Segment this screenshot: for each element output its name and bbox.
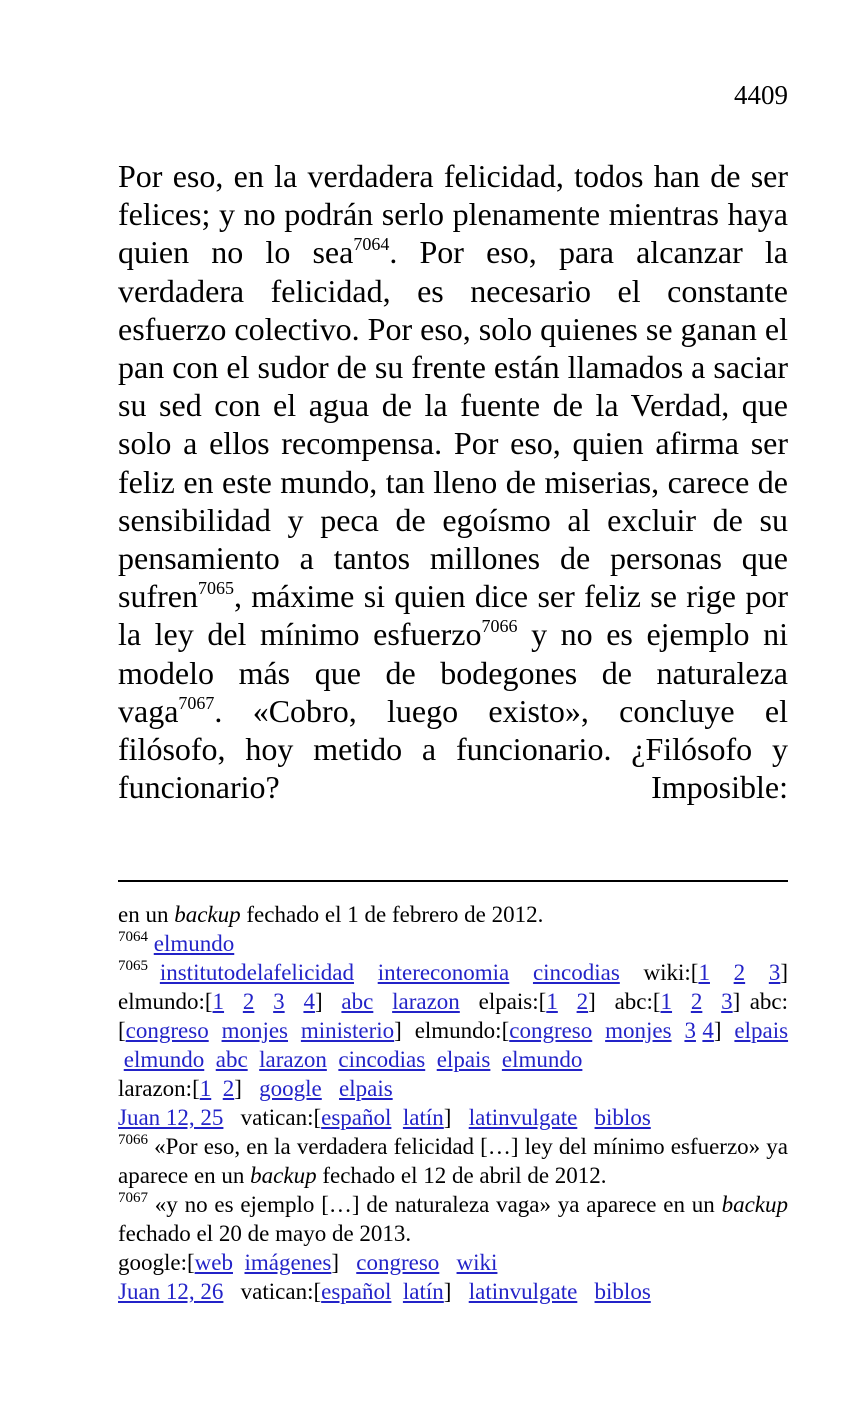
link-larazon-2[interactable]: 2	[222, 1076, 235, 1101]
link-institutodelafelicidad[interactable]: institutodelafelicidad	[159, 960, 355, 985]
footnote-7067-links	[118, 1248, 788, 1277]
footnote-text: fechado el 12 de abril de 2012.	[316, 1163, 607, 1188]
bracket: ]	[713, 1018, 722, 1043]
link-elmundo-1[interactable]: 1	[212, 989, 225, 1014]
footnote-7064	[118, 929, 788, 958]
bracket: ]	[443, 1279, 452, 1304]
link-group-label: abc:[	[614, 989, 661, 1014]
footnote-number: 7064	[118, 929, 148, 945]
body-paragraph	[118, 157, 788, 806]
link-abc-2[interactable]: 2	[690, 989, 703, 1014]
link-elmundo[interactable]: elmundo	[501, 1047, 583, 1072]
link-vatican-espanol[interactable]: español	[321, 1105, 392, 1130]
link-google[interactable]: google	[259, 1076, 322, 1101]
footnote-text: fechado el 20 de mayo de 2013.	[118, 1221, 412, 1246]
footnote-7067	[118, 1190, 788, 1248]
bracket: ]	[234, 1076, 242, 1101]
link-biblos[interactable]: biblos	[594, 1105, 651, 1130]
link-wiki-1[interactable]: 1	[698, 960, 710, 985]
link-elmundo[interactable]: elmundo	[153, 931, 235, 956]
footnote-continuation	[118, 900, 788, 929]
footnote-text: «y no es ejemplo […] de naturaleza vaga» ya aparece en un	[154, 1192, 722, 1217]
footnote-italic: backup	[250, 1163, 317, 1188]
bible-ref-line	[118, 1277, 788, 1306]
bracket: ]	[331, 1250, 340, 1275]
link-elpais[interactable]: elpais	[734, 1018, 789, 1043]
bracket: ]	[732, 989, 741, 1014]
link-elmundo-2[interactable]: 2	[242, 989, 255, 1014]
body-text: . Por eso, para alcanzar la verdadera felicidad, es necesario el constante esfuerzo colectivo. Por eso, solo quienes se ganan el pan con el sudor de su frente están llamados a saciar su sed con el agua de la fuente de la Verdad, que solo a ellos recompensa. Por eso, quien afirma ser feliz en este mundo, tan lleno de miserias, carece de sensibilidad y peca de egoísmo al excluir de su pensamiento a tantos millones de personas que sufren	[118, 234, 789, 615]
body-text: y no es ejemplo ni modelo más que de bodegones de naturaleza vaga	[118, 616, 789, 729]
bracket: ]	[394, 1018, 402, 1043]
bracket: ]	[780, 960, 788, 985]
link-elmundo-congreso[interactable]: congreso	[509, 1018, 593, 1043]
footnote-ref: 7067	[178, 692, 215, 713]
link-elpais-2[interactable]: 2	[576, 989, 589, 1014]
link-elpais[interactable]: elpais	[436, 1047, 491, 1072]
link-google-web[interactable]: web	[194, 1250, 233, 1275]
link-group-label: wiki:[	[643, 960, 699, 985]
link-vatican-latin[interactable]: latín	[402, 1279, 444, 1304]
bracket: ]	[588, 989, 596, 1014]
link-cincodias[interactable]: cincodias	[338, 1047, 426, 1072]
link-latinvulgate[interactable]: latinvulgate	[468, 1279, 578, 1304]
link-wiki[interactable]: wiki	[456, 1250, 498, 1275]
link-group-label: vatican:[	[240, 1105, 322, 1130]
link-abc-ministerio[interactable]: ministerio	[300, 1018, 395, 1043]
link-group-label: larazon:[	[118, 1076, 200, 1101]
link-google-imagenes[interactable]: imágenes	[244, 1250, 332, 1275]
link-cincodias[interactable]: cincodias	[532, 960, 620, 985]
bracket: ]	[314, 989, 323, 1014]
link-elmundo-3[interactable]: 3	[273, 989, 285, 1014]
link-abc[interactable]: abc	[215, 1047, 248, 1072]
link-juan-12-26[interactable]: Juan 12, 26	[118, 1279, 224, 1304]
link-elmundo-monjes[interactable]: monjes	[605, 1018, 672, 1043]
link-group-label: elmundo:[	[414, 1018, 510, 1043]
link-vatican-espanol[interactable]: español	[321, 1279, 392, 1304]
link-group-label: vatican:[	[240, 1279, 322, 1304]
page-number: 4409	[734, 80, 788, 110]
link-biblos[interactable]: biblos	[594, 1279, 651, 1304]
link-elmundo-n4[interactable]: 4	[702, 1018, 714, 1043]
footnote-number: 7065	[118, 958, 148, 974]
link-larazon[interactable]: larazon	[392, 989, 460, 1014]
footnote-ref: 7065	[197, 578, 234, 599]
footnote-7066	[118, 1132, 788, 1190]
link-group-label: elpais:[	[478, 989, 547, 1014]
footnote-text: «Por eso, en la verdadera felicidad […] ley del mínimo esfuerzo» ya aparece en un	[118, 1134, 788, 1188]
link-elmundo-n3[interactable]: 3	[684, 1018, 696, 1043]
link-abc[interactable]: abc	[341, 989, 374, 1014]
body-text: Por eso, en la verdadera felicidad, todos han de ser felices; y no podrán serlo plenamente mientras haya quien no lo sea	[118, 158, 788, 271]
link-juan-12-25[interactable]: Juan 12, 25	[118, 1105, 224, 1130]
link-intereconomia[interactable]: intereconomia	[377, 960, 510, 985]
footnote-ref: 7064	[353, 234, 390, 255]
footnote-italic: backup	[174, 902, 241, 927]
link-elmundo[interactable]: elmundo	[123, 1047, 205, 1072]
footnote-7065	[118, 958, 788, 1074]
bracket: ]	[443, 1105, 452, 1130]
link-congreso[interactable]: congreso	[356, 1250, 440, 1275]
link-wiki-2[interactable]: 2	[733, 960, 746, 985]
link-larazon-1[interactable]: 1	[199, 1076, 212, 1101]
link-elmundo-4[interactable]: 4	[303, 989, 315, 1014]
link-abc-congreso[interactable]: congreso	[125, 1018, 209, 1043]
footnote-ref: 7066	[481, 616, 518, 637]
link-group-label: abc:[	[118, 989, 789, 1043]
link-group-label: elmundo:[	[118, 989, 213, 1014]
link-wiki-3[interactable]: 3	[768, 960, 781, 985]
footnote-7065-cont	[118, 1074, 788, 1103]
link-vatican-latin[interactable]: latín	[402, 1105, 444, 1130]
footnote-text: fechado el 1 de febrero de 2012.	[240, 902, 544, 927]
footnotes	[118, 900, 788, 1306]
link-elpais-1[interactable]: 1	[546, 989, 558, 1014]
body-text: . «Cobro, luego existo», concluye el filósofo, hoy metido a funcionario. ¿Filósofo y funcionario? Imposible:	[118, 692, 788, 806]
body-text: , máxime si quien dice ser feliz se rige por la ley del mínimo esfuerzo	[118, 578, 788, 653]
footnote-italic: backup	[721, 1192, 789, 1217]
link-abc-1[interactable]: 1	[660, 989, 673, 1014]
link-abc-3[interactable]: 3	[721, 989, 733, 1014]
footnote-number: 7067	[118, 1190, 148, 1206]
link-abc-monjes[interactable]: monjes	[221, 1018, 289, 1043]
link-elpais[interactable]: elpais	[339, 1076, 393, 1101]
footnote-number: 7066	[118, 1132, 148, 1148]
link-latinvulgate[interactable]: latinvulgate	[468, 1105, 578, 1130]
footnote-divider	[118, 880, 788, 882]
bible-ref-line	[118, 1103, 788, 1132]
link-group-label: google:[	[118, 1250, 195, 1275]
footnote-text: en un	[118, 902, 175, 927]
link-larazon[interactable]: larazon	[259, 1047, 327, 1072]
